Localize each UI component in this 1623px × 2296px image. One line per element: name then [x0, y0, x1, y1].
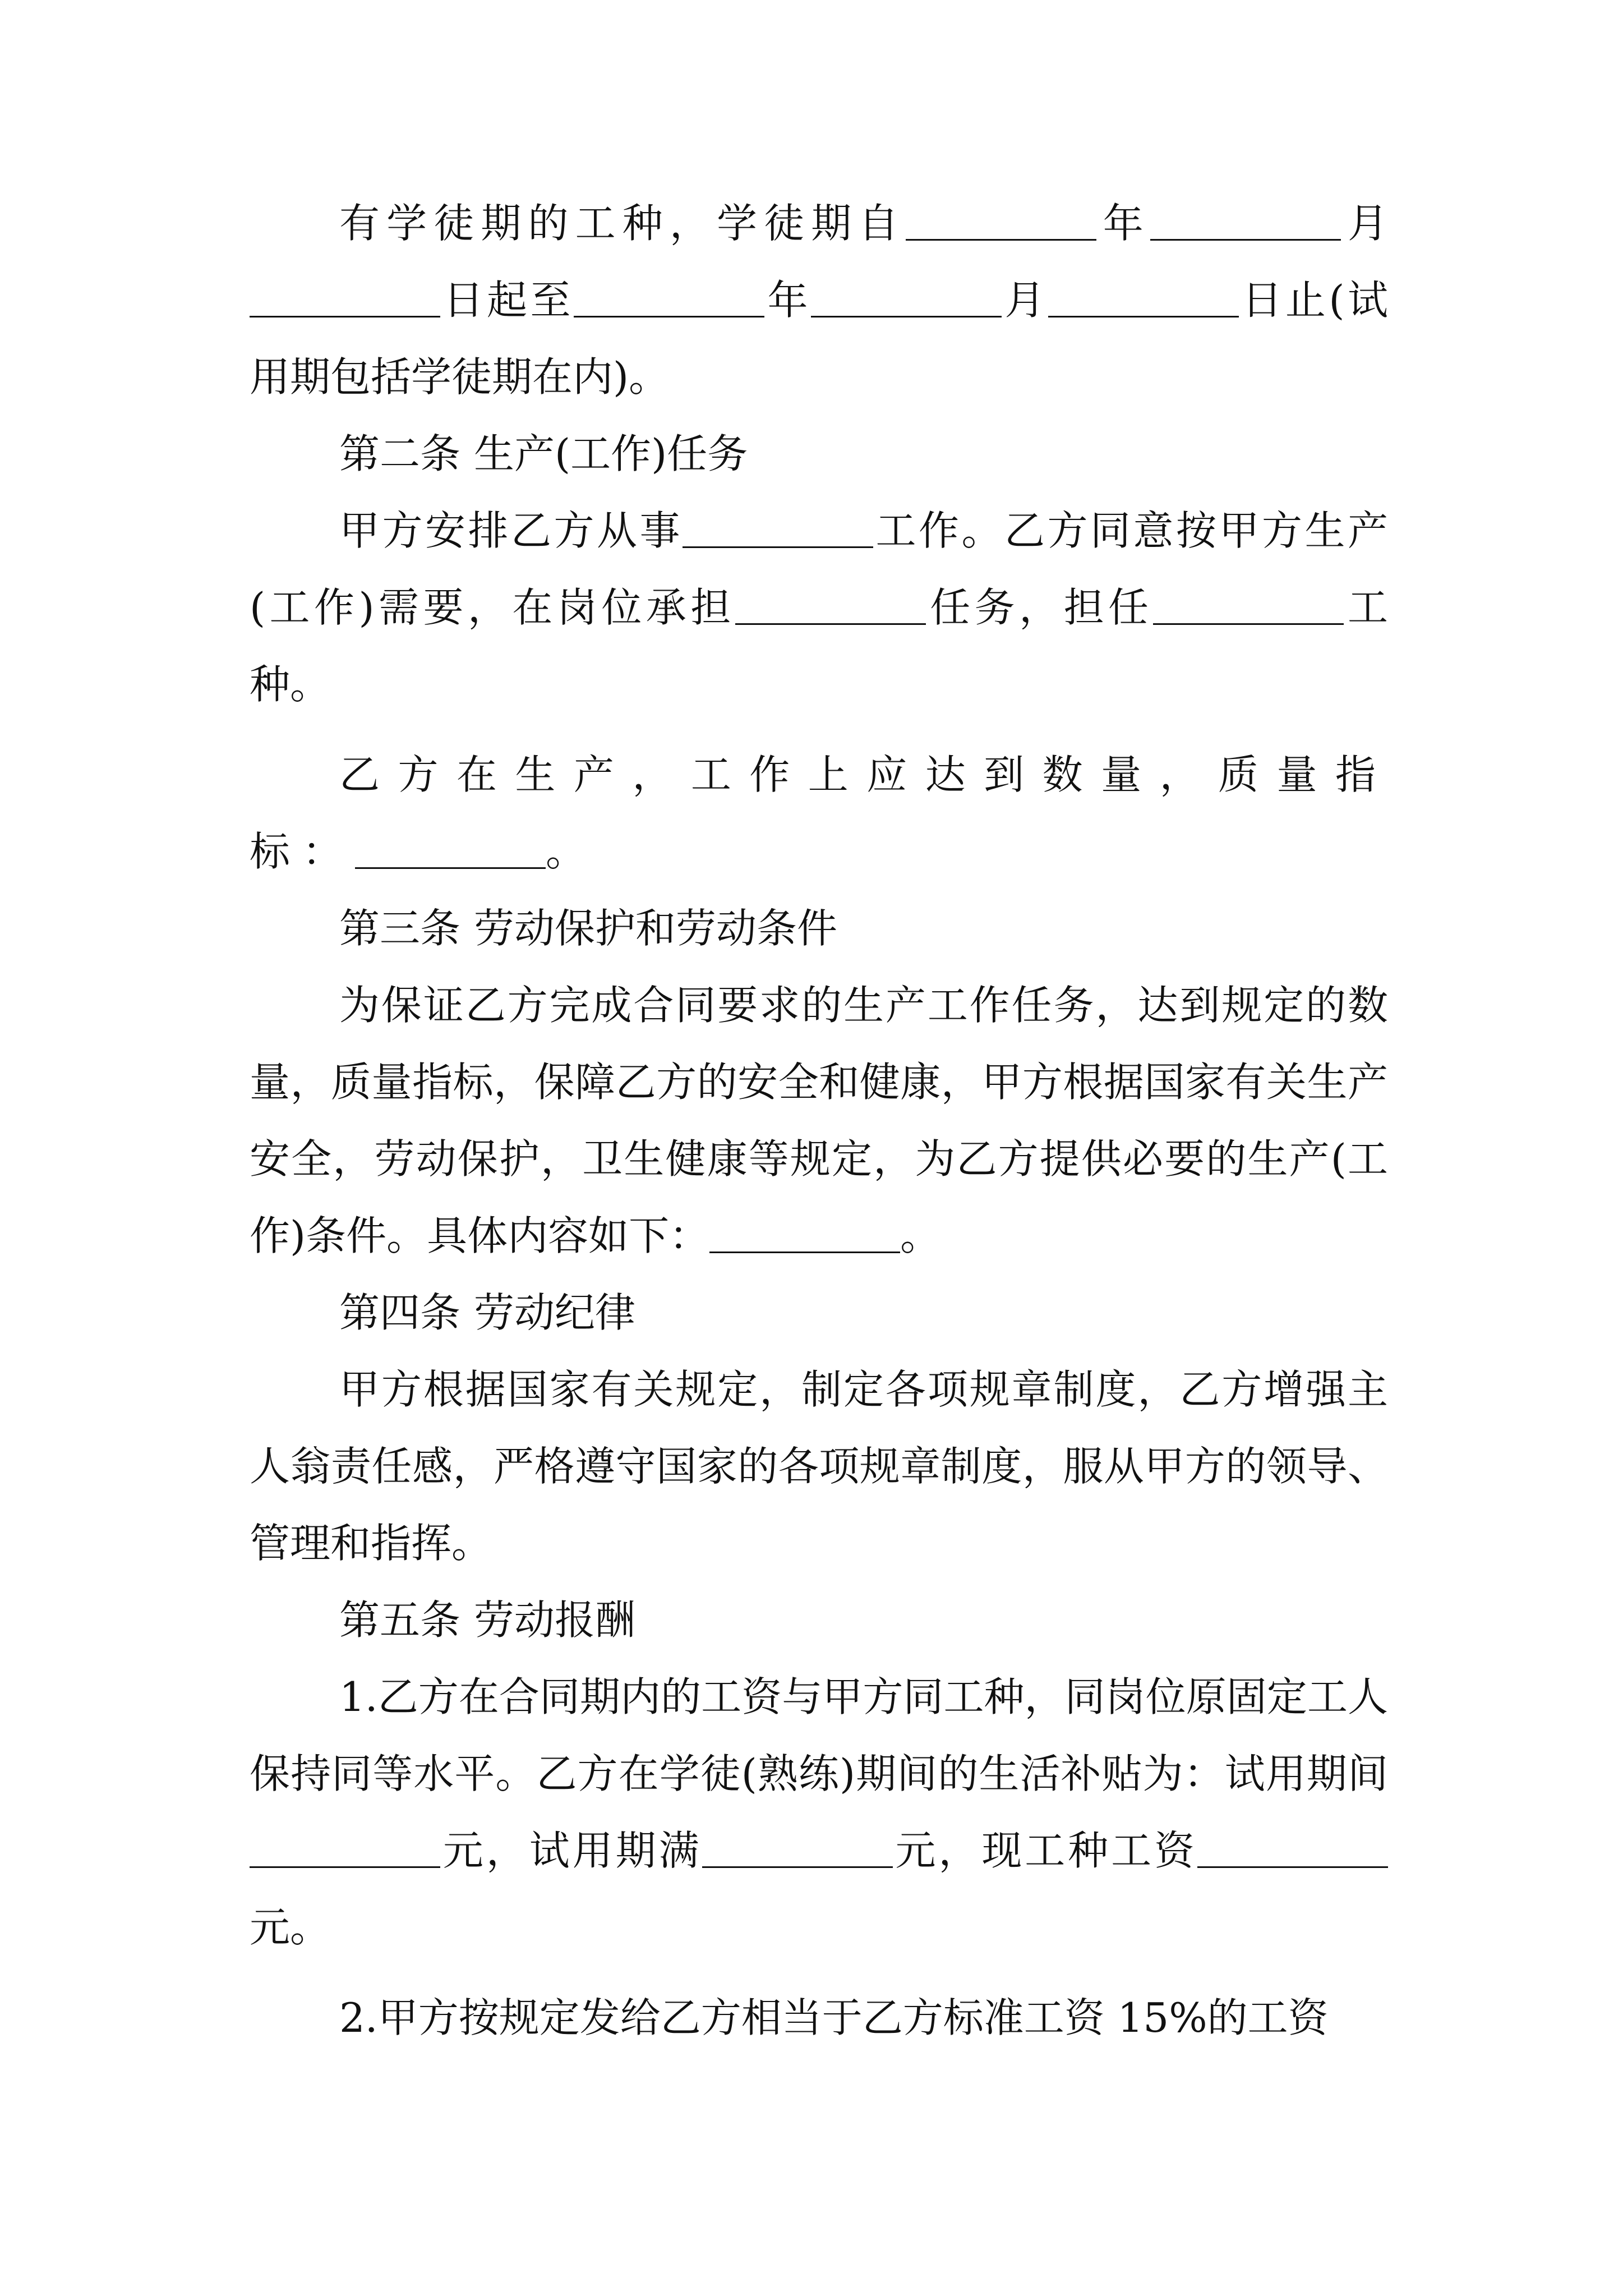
fill-blank[interactable]	[250, 277, 440, 318]
article-2-heading	[250, 416, 1388, 493]
fill-blank[interactable]	[702, 1827, 893, 1868]
article-3-body	[250, 967, 1388, 1274]
text-segment: 甲方根据国家有关规定，制定各项规章制度，乙方增强主人翁责任感，严格遵守国家的各项规章制度，服从甲方的领导、管理和指挥。	[250, 1366, 1388, 1567]
text-segment: 元，现工种工资	[892, 1827, 1197, 1874]
text-segment: 工作。乙方同意按甲方生产(工作)需要，在岗位承担	[250, 507, 1388, 631]
article-2-quality	[250, 737, 1388, 890]
article-title: 劳动保护和劳动条件	[474, 905, 838, 952]
text-segment: 年	[764, 277, 811, 324]
fill-blank[interactable]	[355, 828, 546, 869]
fill-blank[interactable]	[1048, 277, 1239, 318]
text-segment: 工种。	[250, 584, 1388, 708]
article-number: 第三条	[339, 905, 461, 952]
article-5-item-1	[250, 1659, 1388, 1966]
fill-blank[interactable]	[250, 1827, 440, 1868]
fill-blank[interactable]	[1150, 200, 1341, 241]
fill-blank[interactable]	[1197, 1827, 1388, 1868]
fill-blank[interactable]	[1153, 584, 1344, 625]
fill-blank[interactable]	[709, 1212, 900, 1253]
contract-body	[250, 185, 1388, 2056]
article-5-item-2	[250, 1980, 1388, 2056]
text-segment: 日起至	[440, 277, 574, 324]
text-segment: 1.乙方在合同期内的工资与甲方同工种，同岗位原固定工人保持同等水平。乙方在学徒(熟练)期间的生活补贴为：试用期间	[250, 1673, 1388, 1797]
article-3-heading	[250, 890, 1388, 967]
fill-blank[interactable]	[811, 277, 1002, 318]
article-4-body	[250, 1351, 1388, 1582]
text-segment: 月	[1001, 277, 1048, 324]
text-segment: 。	[900, 1212, 941, 1259]
article-number: 第五条	[339, 1596, 461, 1644]
text-segment: 年	[1096, 200, 1150, 247]
fill-blank[interactable]	[906, 200, 1096, 241]
text-segment: 月	[1340, 200, 1388, 247]
text-segment: 有学徒期的工种，学徒期自	[339, 200, 906, 247]
article-number: 第二条	[339, 430, 461, 477]
fill-blank[interactable]	[574, 277, 764, 318]
fill-blank[interactable]	[683, 507, 873, 548]
text-segment: 元，试用期满	[440, 1827, 702, 1874]
article-2-body	[250, 493, 1388, 723]
article-title: 劳动纪律	[474, 1289, 636, 1336]
article-5-heading	[250, 1582, 1388, 1659]
text-segment: (试用期包括学徒期在内)。	[250, 277, 1388, 401]
article-title: 生产(工作)任务	[474, 430, 748, 477]
text-segment: 甲方安排乙方从事	[339, 507, 683, 554]
article-4-heading	[250, 1274, 1388, 1351]
text-segment: 2.甲方按规定发给乙方相当于乙方标准工资 15%的工资	[339, 1994, 1329, 2041]
article-number: 第四条	[339, 1289, 461, 1336]
article-title: 劳动报酬	[474, 1596, 636, 1644]
text-segment: 元。	[250, 1904, 331, 1951]
apprentice-period-paragraph	[250, 185, 1388, 416]
text-segment: 日止	[1238, 277, 1329, 324]
text-segment: 乙方在生产，工作上应达到数量，质量指标：	[250, 751, 1388, 875]
text-segment: 。	[546, 828, 587, 875]
text-segment: 为保证乙方完成合同要求的生产工作任务，达到规定的数量，质量指标，保障乙方的安全和健康，甲方根据国家有关生产安全，劳动保护，卫生健康等规定，为乙方提供必要的生产(工作)条件。具体内容如下：	[250, 982, 1388, 1259]
text-segment: 任务，担任	[925, 584, 1153, 631]
fill-blank[interactable]	[735, 584, 926, 625]
